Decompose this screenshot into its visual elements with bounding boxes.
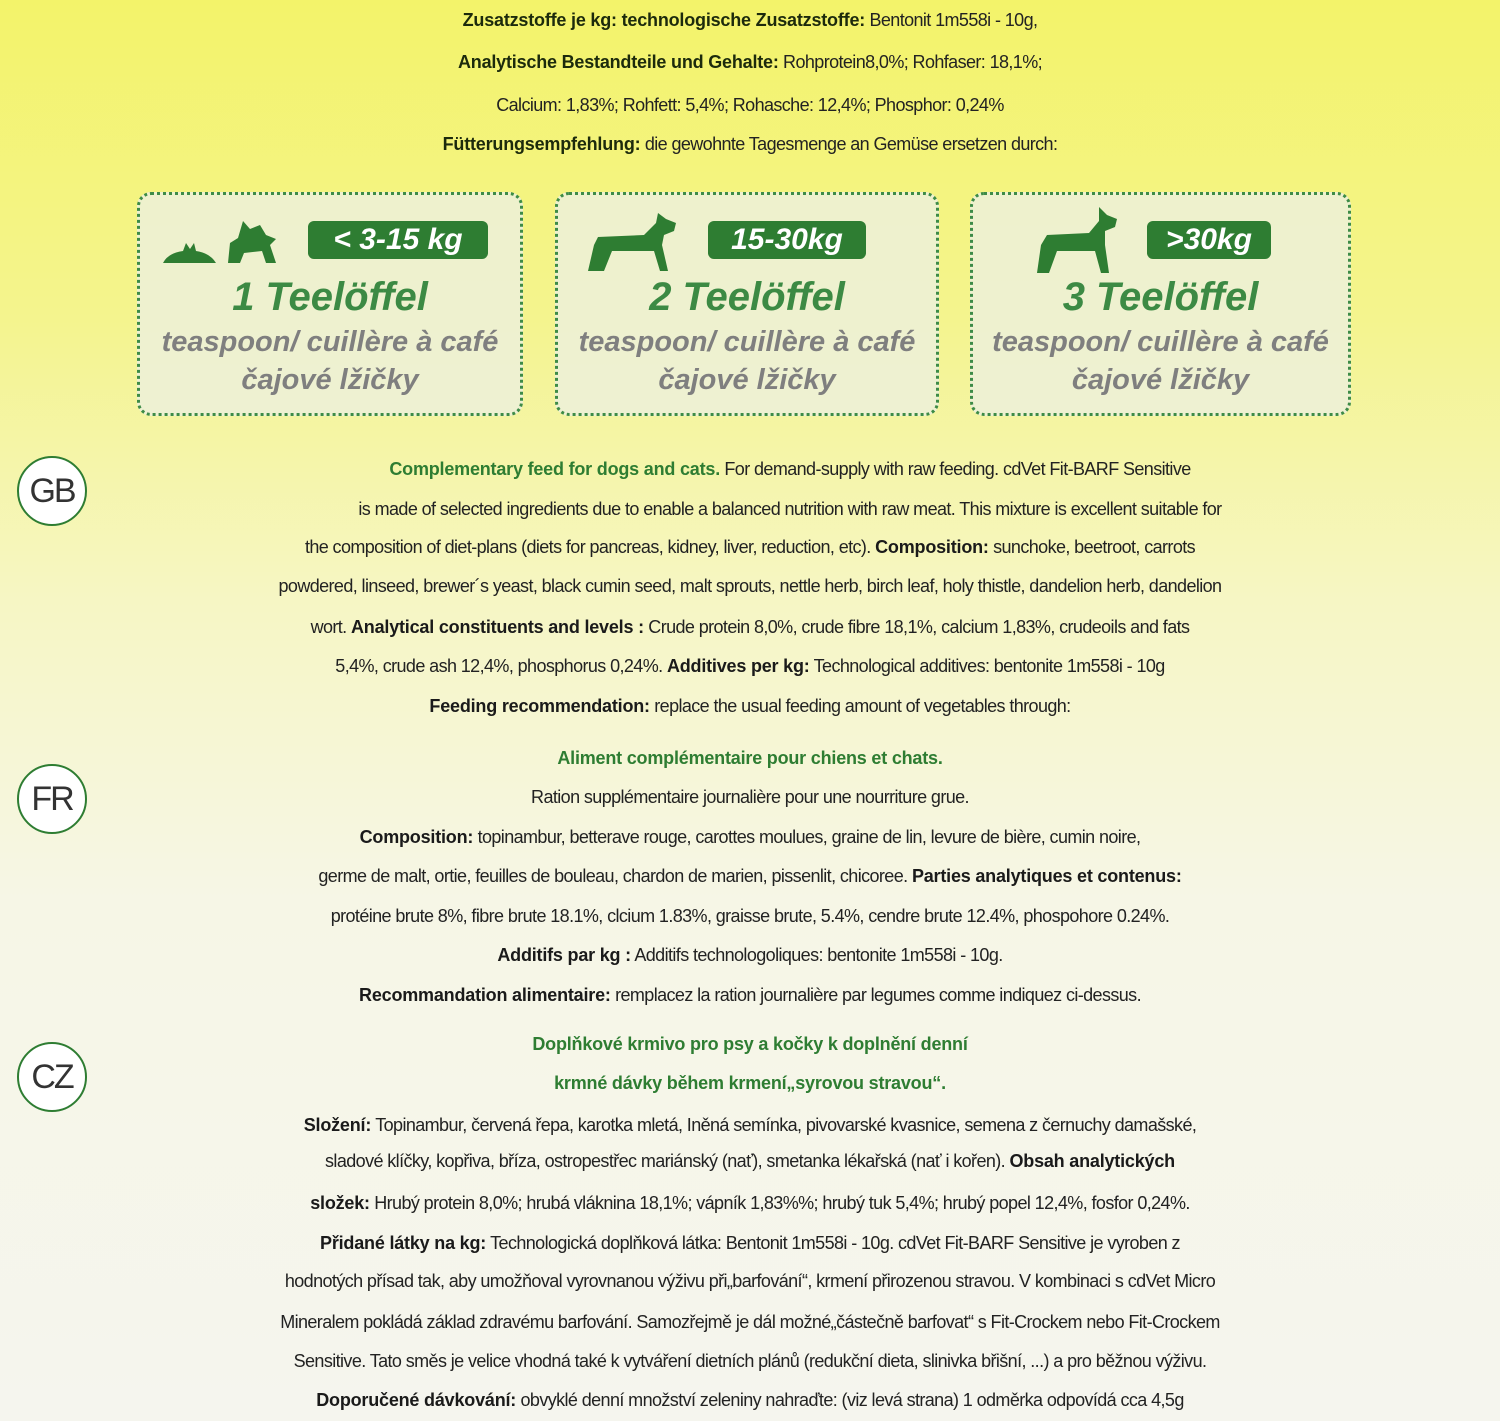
cz-line-8: Mineralem pokládá základ zdravému barfování. Samozřejmě je dál možné„částečně barfovat“ s Fit-Crockem nebo Fit-Crockem (280, 1312, 1220, 1332)
fr-line-3: Composition: topinambur, betterave rouge, carottes moulues, graine de lin, levure de bière, cumin noire, (359, 827, 1141, 847)
gb-line-1: Complementary feed for dogs and cats. For demand-supply with raw feeding. cdVet Fit-BARF Sensitive (389, 459, 1191, 479)
cz-line-2: krmné dávky během krmení„syrovou stravou“. (554, 1073, 946, 1093)
cz-line-3: Složení: Topinambur, červená řepa, karotka mletá, Iněná semínka, pivovarské kvasnice, semena z černuchy damašské, (303, 1115, 1197, 1135)
cz-line-6: Přidané látky na kg: Technologická doplňková látka: Bentonit 1m558i - 10g. cdVet Fit-BARF Sensitive je vyroben z (320, 1233, 1180, 1253)
unit-small-en-fr: teaspoon/ cuillère à café (161, 326, 499, 358)
unit-small-cz: čajové lžičky (241, 364, 419, 396)
dosage-box-large (970, 192, 1351, 416)
flag-cz: CZ (17, 1042, 87, 1112)
de-analytics-line: Analytische Bestandteile und Gehalte: Rohprotein8,0%; Rohfaser: 18,1%; (457, 52, 1043, 72)
flag-fr: FR (17, 764, 87, 834)
unit-large-en-fr: teaspoon/ cuillère à café (992, 326, 1329, 358)
fr-line-6: Additifs par kg : Additifs technologoliques: bentonite 1m558i - 10g. (497, 945, 1003, 965)
de-additives-line: Zusatzstoffe je kg: technologische Zusatzstoffe: Bentonit 1m558i - 10g, (462, 10, 1038, 30)
gb-line-2: is made of selected ingredients due to enable a balanced nutrition with raw meat. This mixture is excellent suitable for (358, 499, 1222, 519)
gb-line-3: the composition of diet-plans (diets for pancreas, kidney, liver, reduction, etc). Composition: sunchoke, beetroot, carrots (304, 537, 1196, 557)
fr-line-1: Aliment complémentaire pour chiens et chats. (557, 748, 943, 768)
weight-badge-medium: 15-30kg (708, 221, 866, 259)
dosage-box-small (137, 192, 523, 416)
cz-line-1: Doplňkové krmivo pro psy a kočky k doplnění denní (532, 1034, 968, 1054)
gb-line-5: wort. Analytical constituents and levels : Crude protein 8,0%, crude fibre 18,1%, calcium 1,83%, crudeoils and fats (310, 617, 1190, 637)
unit-medium-cz: čajové lžičky (658, 364, 836, 396)
cz-line-9: Sensitive. Tato směs je velice vhodná také k vytváření dietních plánů (redukční dieta, slinivka břišní, ...) a pro běžnou výživu. (293, 1351, 1207, 1371)
cz-line-5: složek: Hrubý protein 8,0%; hrubá vláknina 18,1%; vápník 1,83%%; hrubý tuk 5,4%; hrubý popel 12,4%, fosfor 0,24%. (310, 1193, 1190, 1213)
unit-medium-en-fr: teaspoon/ cuillère à café (578, 326, 916, 358)
cz-line-7: hodnotých přísad tak, aby umožňoval vyrovnanou výživu při„barfování“, krmení přirozenou stravou. V kombinaci s cdVet Micro (284, 1271, 1216, 1291)
fr-line-7: Recommandation alimentaire: remplacez la ration journalière par legumes comme indiquez ci-dessus. (359, 985, 1141, 1005)
fr-line-2: Ration supplémentaire journalière pour une nourriture grue. (531, 787, 969, 807)
amount-medium: 2 Teelöffel (649, 275, 845, 319)
dosage-box-medium (555, 192, 939, 416)
gb-line-6: 5,4%, crude ash 12,4%, phosphorus 0,24%. Additives per kg: Technological additives: bentonite 1m558i - 10g (335, 656, 1165, 676)
large-dog-icon (1033, 205, 1123, 275)
fr-line-5: protéine brute 8%, fibre brute 18.1%, clcium 1.83%, graisse brute, 5.4%, cendre brute 12.4%, phospohore 0.24%. (330, 906, 1170, 926)
medium-dog-icon (584, 209, 684, 274)
cz-line-4: sladové klíčky, kopřiva, bříza, ostropestřec mariánský (nať), smetanka lékařská (nať i kořen). Obsah analytických (325, 1151, 1175, 1171)
fr-line-4: germe de malt, ortie, feuilles de bouleau, chardon de marien, pissenlit, chicoree. Parties analytiques et contenus: (318, 866, 1182, 886)
unit-large-cz: čajové lžičky (1071, 364, 1250, 396)
weight-badge-small: < 3-15 kg (308, 221, 488, 259)
cz-line-10: Doporučené dávkování: obvyklé denní množství zeleniny nahraďte: (viz levá strana) 1 odměrka odpovídá cca 4,5g (316, 1390, 1184, 1410)
de-analytics-values: Calcium: 1,83%; Rohfett: 5,4%; Rohasche: 12,4%; Phosphor: 0,24% (496, 95, 1004, 115)
amount-large: 3 Teelöffel (1062, 275, 1259, 319)
gb-line-7: Feeding recommendation: replace the usual feeding amount of vegetables through: (429, 696, 1071, 716)
cat-and-small-dog-icon (158, 213, 308, 268)
amount-small: 1 Teelöffel (232, 275, 428, 319)
de-feeding-line: Fütterungsempfehlung: die gewohnte Tagesmenge an Gemüse ersetzen durch: (442, 134, 1058, 154)
gb-line-4: powdered, linseed, brewer´s yeast, black cumin seed, malt sprouts, nettle herb, birch leaf, holy thistle, dandelion herb, dandelion (278, 576, 1222, 596)
weight-badge-large: >30kg (1147, 221, 1271, 259)
flag-gb: GB (17, 456, 87, 526)
